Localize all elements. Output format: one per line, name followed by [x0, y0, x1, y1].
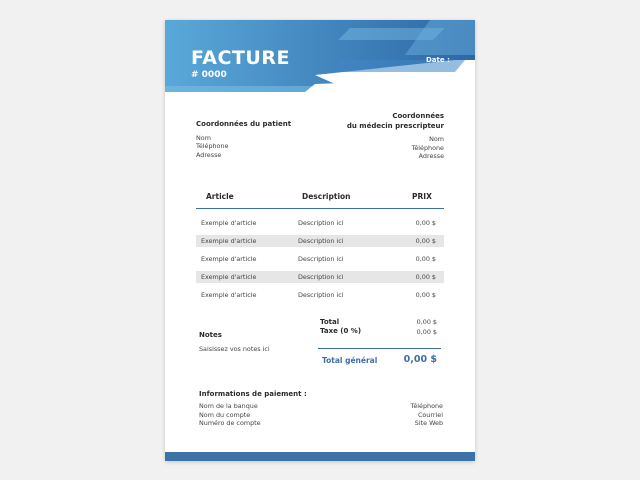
date-label: Date :: [426, 56, 450, 64]
row-price: 0,00 $: [415, 255, 436, 263]
doctor-address-label: Adresse: [418, 152, 444, 161]
tax-value: 0,00 $: [416, 328, 437, 336]
doctor-phone-label: Téléphone: [411, 143, 444, 152]
row-article: Exemple d'article: [201, 237, 257, 245]
phone-label: Téléphone: [410, 402, 443, 410]
total-label: Total: [320, 318, 340, 326]
table-row: [196, 253, 444, 265]
row-price: 0,00 $: [415, 219, 436, 227]
row-price: 0,00 $: [415, 291, 436, 299]
doctor-heading-line2: du médecin prescripteur: [346, 121, 444, 130]
account-name-label: Nom du compte: [199, 410, 251, 419]
patient-phone-label: Téléphone: [196, 142, 229, 151]
totals-divider: [318, 348, 441, 349]
grand-total-value: 0,00 $: [403, 354, 437, 365]
payment-details-left: [199, 402, 261, 428]
table-row: [196, 235, 444, 247]
website-label: Site Web: [414, 419, 443, 428]
doctor-heading-line1: Coordonnées: [392, 112, 444, 120]
patient-heading: Coordonnées du patient: [196, 120, 292, 128]
table-header-divider: [196, 208, 444, 209]
patient-name-label: Nom: [196, 133, 211, 142]
row-description: Description ici: [298, 291, 344, 299]
grand-total-label: Total général: [322, 356, 378, 365]
row-article: Exemple d'article: [201, 273, 257, 281]
invoice-number: # 0000: [191, 70, 227, 80]
patient-section: [196, 120, 291, 159]
invoice-sheet: [165, 20, 475, 461]
row-price: 0,00 $: [415, 273, 436, 281]
payment-heading: Informations de paiement :: [199, 390, 307, 398]
bank-name-label: Nom de la banque: [199, 402, 258, 410]
row-article: Exemple d'article: [201, 255, 257, 263]
table-row: [196, 271, 444, 283]
column-header-description: Description: [302, 192, 351, 201]
row-description: Description ici: [298, 219, 344, 227]
footer-bar: [165, 452, 475, 461]
notes-heading: Notes: [199, 331, 222, 339]
row-description: Description ici: [298, 237, 344, 245]
table-row: [196, 217, 444, 229]
column-header-article: Article: [206, 192, 234, 201]
total-value: 0,00 $: [416, 318, 437, 326]
doctor-section: [347, 112, 444, 161]
doctor-name-label: Nom: [429, 135, 444, 143]
row-article: Exemple d'article: [201, 219, 257, 227]
email-label: Courriel: [417, 410, 443, 419]
table-row: [196, 289, 444, 301]
column-header-price: PRIX: [412, 192, 432, 201]
invoice-title: FACTURE: [191, 47, 290, 69]
row-article: Exemple d'article: [201, 291, 257, 299]
account-number-label: Numéro de compte: [199, 419, 261, 428]
notes-text: Saisissez vos notes ici: [199, 345, 270, 353]
row-price: 0,00 $: [415, 237, 436, 245]
payment-details-right: [411, 402, 443, 428]
patient-address-label: Adresse: [196, 150, 222, 159]
row-description: Description ici: [298, 273, 344, 281]
row-description: Description ici: [298, 255, 344, 263]
tax-label: Taxe (0 %): [320, 327, 362, 335]
